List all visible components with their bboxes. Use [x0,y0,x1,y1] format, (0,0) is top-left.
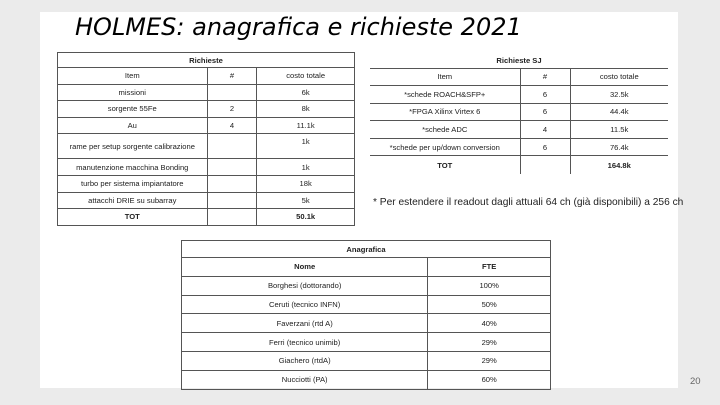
table-row [182,295,551,314]
cell-fte: 29% [428,351,551,370]
left-margin-bar [0,12,40,388]
cell-fte: 100% [428,276,551,295]
table-header-row [182,258,551,277]
table-total-row [370,156,668,174]
cell-cost: 18k [257,175,355,192]
table-row [182,276,551,295]
cell-count: 6 [520,86,570,104]
cell-cost: 11.1k [257,117,355,134]
anagrafica-caption: Anagrafica [182,241,551,258]
cell-item: missioni [58,84,208,101]
slide-title: HOLMES: anagrafica e richieste 2021 [75,13,522,41]
cell-count [207,134,257,159]
table-caption-row [58,53,355,68]
cell-count: 4 [520,121,570,139]
cell-cost: 32.5k [570,86,668,104]
cell-item: *schede ROACH&SFP+ [370,86,520,104]
cell-name: Nucciotti (PA) [182,370,428,389]
header-item: Item [370,68,520,86]
footnote-text: * Per estendere il readout dagli attuali 64 ch (già disponibili) a 256 ch [373,197,684,208]
header-cost: costo totale [570,68,668,86]
cell-item: Au [58,117,208,134]
page-number: 20 [690,376,701,387]
table-row [182,370,551,389]
table-row [58,159,355,176]
cell-count [207,84,257,101]
table-row [58,84,355,101]
cell-item: *schede per up/down conversion [370,138,520,156]
total-label: TOT [58,209,208,226]
cell-count: 6 [520,103,570,121]
cell-count [207,192,257,209]
cell-cost: 8k [257,101,355,118]
cell-name: Borghesi (dottorando) [182,276,428,295]
cell-name: Ferri (tecnico unimib) [182,333,428,352]
header-cost: costo totale [257,68,355,85]
cell-item: sorgente 55Fe [58,101,208,118]
table-caption-row [370,53,668,68]
cell-cost: 76.4k [570,138,668,156]
header-item: Item [58,68,208,85]
table-row [58,117,355,134]
total-label: TOT [370,156,520,174]
header-fte: FTE [428,258,551,277]
cell-count [207,159,257,176]
cell-count: 6 [520,138,570,156]
cell-fte: 50% [428,295,551,314]
richieste-caption: Richieste [58,53,355,68]
table-row [182,314,551,333]
table-row [370,138,668,156]
anagrafica-table [181,240,551,390]
cell-cost: 1k [257,134,355,159]
table-row [182,333,551,352]
header-count: # [207,68,257,85]
table-row [58,134,355,159]
cell-name: Faverzani (rtd A) [182,314,428,333]
total-cost: 164.8k [607,160,631,170]
total-count [207,209,257,226]
table-total-row [58,209,355,226]
cell-item: manutenzione macchina Bonding [58,159,208,176]
table-row [182,351,551,370]
cell-count [207,175,257,192]
cell-cost: 1k [257,159,355,176]
table-row [370,103,668,121]
cell-cost: 44.4k [570,103,668,121]
cell-item: *schede ADC [370,121,520,139]
header-count: # [520,68,570,86]
table-row [58,175,355,192]
cell-item: turbo per sistema impiantatore [58,175,208,192]
cell-name: Ceruti (tecnico INFN) [182,295,428,314]
cell-count: 4 [207,117,257,134]
total-count [520,156,570,174]
header-name: Nome [182,258,428,277]
table-row [58,192,355,209]
cell-count: 2 [207,101,257,118]
richieste-sj-table [370,53,668,174]
table-caption-row [182,241,551,258]
cell-fte: 29% [428,333,551,352]
cell-item: rame per setup sorgente calibrazione [58,134,208,159]
cell-name: Giachero (rtdA) [182,351,428,370]
cell-cost: 11.5k [570,121,668,139]
table-row [370,121,668,139]
table-row [370,86,668,104]
cell-item: attacchi DRIE su subarray [58,192,208,209]
cell-fte: 60% [428,370,551,389]
cell-fte: 40% [428,314,551,333]
cell-cost: 6k [257,84,355,101]
total-cost: 50.1k [257,209,355,226]
richieste-table [57,52,355,226]
cell-cost: 5k [257,192,355,209]
table-header-row [370,68,668,86]
cell-item: *FPGA Xilinx Virtex 6 [370,103,520,121]
table-header-row [58,68,355,85]
richieste-sj-caption: Richieste SJ [370,53,668,68]
table-row [58,101,355,118]
